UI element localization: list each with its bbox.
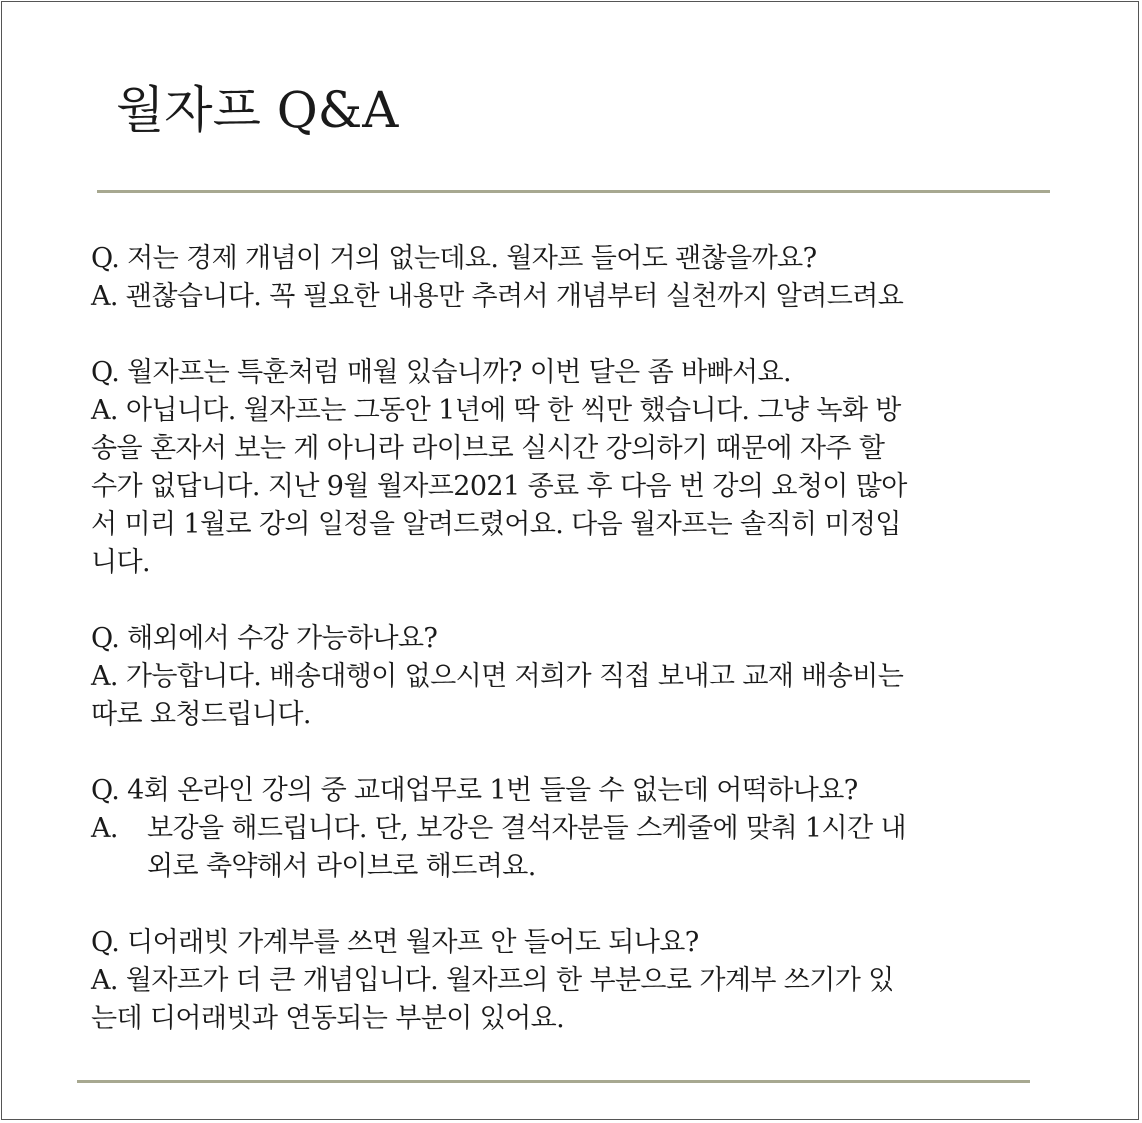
answer-text [147,810,1041,886]
answer-line: A. 월자프가 더 큰 개념입니다. 월자프의 한 부분으로 가계부 쓰기가 있 [91,965,894,996]
answer-line: 수가 없답니다. 지난 9월 월자프2021 종료 후 다음 번 강의 요청이 많아 [91,471,907,502]
page-frame [1,1,1139,1120]
answer-marker: A. [91,813,118,844]
answer-line: A. 가능합니다. 배송대행이 없으시면 저희가 직접 보내고 교재 배송비는 [91,661,904,692]
answer-line: A. 아닙니다. 월자프는 그동안 1년에 딱 한 씩만 했습니다. 그냥 녹화 방 [91,395,901,426]
answer-line: 송을 혼자서 보는 게 아니라 라이브로 실시간 강의하기 때문에 자주 할 [91,433,885,464]
qa-item [91,240,1041,316]
answer-line: 보강을 해드립니다. 단, 보강은 결석자분들 스케줄에 맞춰 1시간 내 [147,813,906,844]
question: Q. 월자프는 특훈처럼 매월 있습니까? 이번 달은 좀 바빠서요. [91,357,791,388]
answer-block [91,810,1041,886]
answer-line: 따로 요청드립니다. [91,699,311,730]
qa-item [91,354,1041,582]
qa-item [91,772,1041,886]
question: Q. 해외에서 수강 가능하나요? [91,623,438,654]
page-title: 월자프 Q&A [116,81,399,139]
answer-line: 외로 축약해서 라이브로 해드려요. [147,851,536,882]
qa-item [91,620,1041,734]
question: Q. 디어래빗 가계부를 쓰면 월자프 안 들어도 되나요? [91,927,699,958]
question: Q. 저는 경제 개념이 거의 없는데요. 월자프 들어도 괜찮을까요? [91,243,817,274]
answer-line: 는데 디어래빗과 연동되는 부분이 있어요. [91,1003,565,1034]
question: Q. 4회 온라인 강의 중 교대업무로 1번 들을 수 없는데 어떡하나요? [91,775,858,806]
answer-line: A. 괜찮습니다. 꼭 필요한 내용만 추려서 개념부터 실천까지 알려드려요 [91,281,904,312]
answer-line: 니다. [91,547,150,578]
bottom-divider [77,1080,1030,1083]
top-divider [97,190,1050,193]
answer-line: 서 미리 1월로 강의 일정을 알려드렸어요. 다음 월자프는 솔직히 미정입 [91,509,901,540]
qa-item [91,924,1041,1038]
qa-list [91,240,1041,1038]
